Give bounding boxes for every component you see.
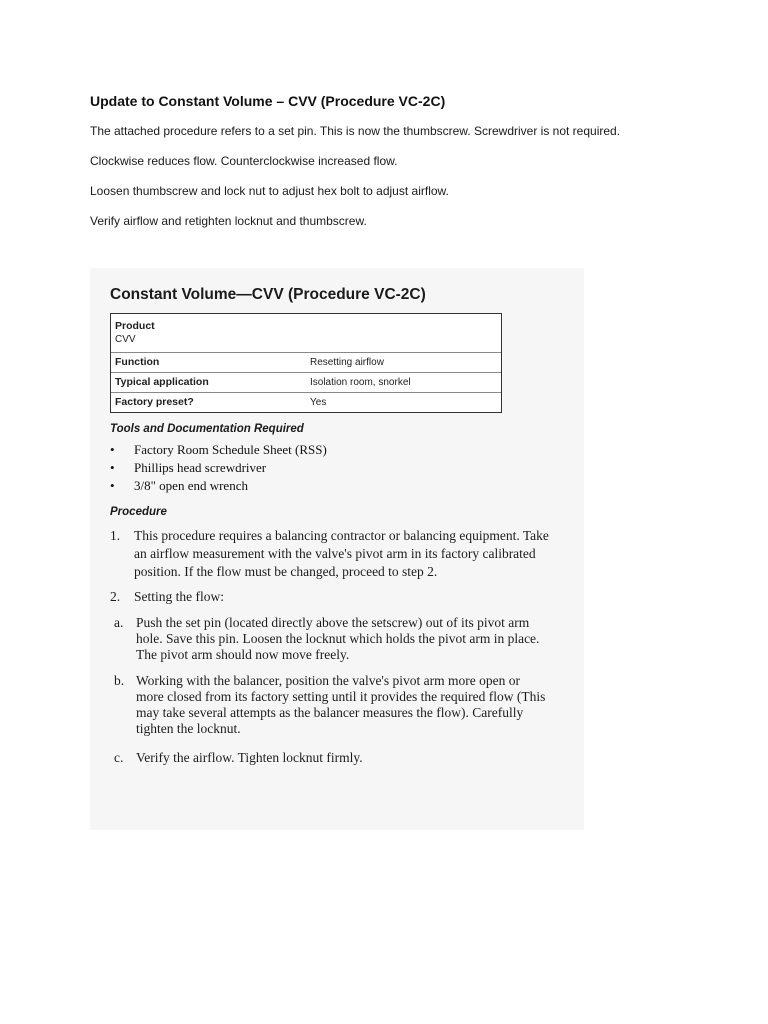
spec-value: Yes bbox=[310, 397, 327, 408]
bullet-icon: • bbox=[110, 442, 115, 457]
spec-row-product bbox=[111, 314, 501, 352]
tool-text: Phillips head screwdriver bbox=[134, 460, 267, 475]
spec-value: Isolation room, snorkel bbox=[310, 377, 411, 388]
update-note: The attached procedure refers to a set pin. This is now the thumbscrew. Screwdriver is not required. bbox=[90, 124, 621, 138]
spec-label: Typical application bbox=[115, 376, 209, 388]
procedure-title: Constant Volume—CVV (Procedure VC-2C) bbox=[110, 286, 426, 303]
step-text: Setting the flow: bbox=[134, 589, 224, 604]
substep-letter: c. bbox=[114, 750, 124, 765]
bullet-icon: • bbox=[110, 460, 115, 475]
step-number: 2. bbox=[110, 589, 121, 604]
spec-row bbox=[111, 392, 501, 412]
spec-label: Factory preset? bbox=[115, 396, 194, 408]
step-number: 1. bbox=[110, 528, 121, 543]
update-note: Verify airflow and retighten locknut and thumbscrew. bbox=[90, 214, 367, 228]
substep-text: Verify the airflow. Tighten locknut firmly. bbox=[136, 750, 363, 765]
spec-label: Product bbox=[115, 320, 155, 332]
substep-text: Push the set pin (located directly above the setscrew) out of its pivot arm hole. Save this pin. Loosen the locknut which holds the pivot arm in place. The pivot arm should now move freely. bbox=[136, 615, 540, 662]
tool-text: 3/8" open end wrench bbox=[134, 478, 248, 493]
spec-value: Resetting airflow bbox=[310, 357, 384, 368]
substep-text: Working with the balancer, position the valve's pivot arm more open or more closed from its factory setting until it provides the required flow (This may take several attempts as the balancer measures the flow). Carefully tighten the locknut. bbox=[136, 673, 546, 736]
spec-table bbox=[110, 313, 502, 413]
update-note: Clockwise reduces flow. Counterclockwise increased flow. bbox=[90, 154, 398, 168]
spec-value: CVV bbox=[115, 334, 136, 345]
tool-text: Factory Room Schedule Sheet (RSS) bbox=[134, 442, 327, 457]
tools-list bbox=[110, 441, 327, 495]
tools-list-item bbox=[110, 459, 327, 477]
spec-row bbox=[111, 352, 501, 372]
step-text: This procedure requires a balancing contractor or balancing equipment. Take an airflow measurement with the valve's pivot arm in its factory calibrated position. If the flow must be changed, proceed to step 2. bbox=[134, 528, 549, 579]
substep-letter: b. bbox=[114, 673, 125, 688]
tools-heading: Tools and Documentation Required bbox=[110, 423, 304, 435]
spec-row bbox=[111, 372, 501, 392]
update-note: Loosen thumbscrew and lock nut to adjust hex bolt to adjust airflow. bbox=[90, 184, 449, 198]
substep-letter: a. bbox=[114, 615, 124, 630]
procedure-heading: Procedure bbox=[110, 506, 167, 518]
tools-list-item bbox=[110, 477, 327, 495]
spec-label: Function bbox=[115, 356, 160, 368]
update-title: Update to Constant Volume – CVV (Procedure VC-2C) bbox=[90, 93, 446, 109]
scanned-procedure-page bbox=[90, 268, 584, 830]
tools-list-item bbox=[110, 441, 327, 459]
bullet-icon: • bbox=[110, 478, 115, 493]
